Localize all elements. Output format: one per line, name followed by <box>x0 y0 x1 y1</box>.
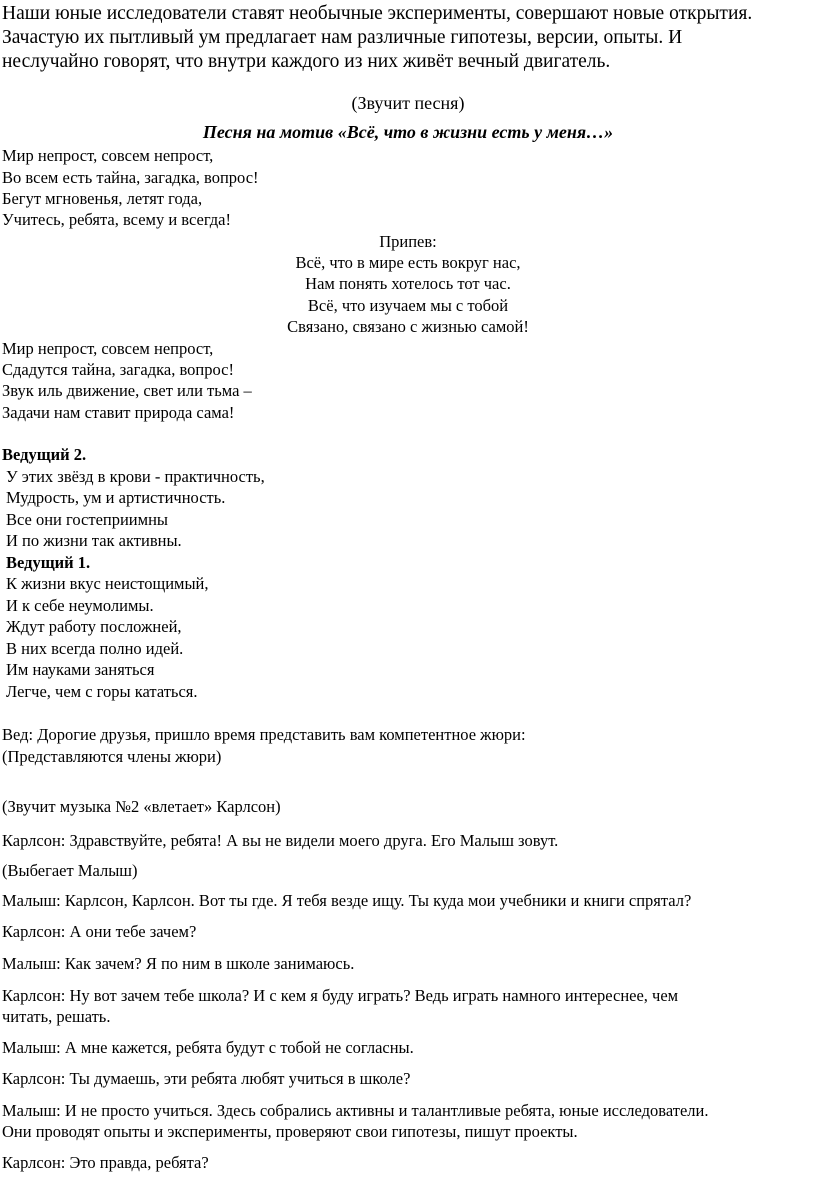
dialogue-line: Малыш: А мне кажется, ребята будут с тобой не согласны. <box>2 1038 414 1057</box>
poem-line: И по жизни так активны. <box>6 531 182 550</box>
poem-line: У этих звёзд в крови - практичность, <box>6 467 265 486</box>
dialogue-line: Малыш: И не просто учиться. Здесь собрались активны и талантливые ребята, юные исследователи. <box>2 1101 709 1120</box>
host-1-label: Ведущий 1. <box>6 553 91 572</box>
chorus-line: Всё, что в мире есть вокруг нас, <box>295 253 521 272</box>
verse-line: Мир непрост, совсем непрост, <box>2 339 214 358</box>
dialogue-line: Малыш: Как зачем? Я по ним в школе занимаюсь. <box>2 954 355 973</box>
dialogue-line: Карлсон: Это правда, ребята? <box>2 1153 209 1172</box>
dialogue-line: (Выбегает Малыш) <box>2 861 138 880</box>
chorus-label: Припев: <box>379 232 437 251</box>
music-stage-direction: (Звучит музыка №2 «влетает» Карлсон) <box>2 797 281 816</box>
poem-line: Ждут работу посложней, <box>6 617 182 636</box>
host-2-label: Ведущий 2. <box>2 445 87 464</box>
jury-intro: Вед: Дорогие друзья, пришло время представить вам компетентное жюри: <box>2 725 526 744</box>
dialogue-line: Малыш: Карлсон, Карлсон. Вот ты где. Я тебя везде ищу. Ты куда мои учебники и книги спрятал? <box>2 891 692 910</box>
chorus-line: Связано, связано с жизнью самой! <box>287 317 529 336</box>
poem-line: Мудрость, ум и артистичность. <box>6 488 226 507</box>
verse-line: Мир непрост, совсем непрост, <box>2 146 214 165</box>
verse-line: Звук иль движение, свет или тьма – <box>2 381 252 400</box>
chorus-line: Нам понять хотелось тот час. <box>305 274 511 293</box>
intro-line: неслучайно говорят, что внутри каждого из них живёт вечный двигатель. <box>2 51 611 72</box>
verse-line: Во всем есть тайна, загадка, вопрос! <box>2 168 259 187</box>
dialogue-line: Они проводят опыты и эксперименты, проверяют свои гипотезы, пишут проекты. <box>2 1122 578 1141</box>
poem-line: Им науками заняться <box>6 660 155 679</box>
verse-line: Учитесь, ребята, всему и всегда! <box>2 210 232 229</box>
song-stage-direction: (Звучит песня) <box>351 93 465 113</box>
intro-line: Наши юные исследователи ставят необычные эксперименты, совершают новые открытия. <box>2 3 753 24</box>
jury-stage-direction: (Представляются члены жюри) <box>2 747 222 766</box>
dialogue-line: Карлсон: Здравствуйте, ребята! А вы не видели моего друга. Его Малыш зовут. <box>2 831 559 850</box>
dialogue-line: читать, решать. <box>2 1007 111 1026</box>
chorus-line: Всё, что изучаем мы с тобой <box>307 296 509 315</box>
verse-line: Бегут мгновенья, летят года, <box>2 189 203 208</box>
poem-line: В них всегда полно идей. <box>6 639 184 658</box>
intro-paragraph <box>2 2 814 74</box>
intro-line: Зачастую их пытливый ум предлагает нам различные гипотезы, версии, опыты. И <box>2 27 683 48</box>
song-title: Песня на мотив «Всё, что в жизни есть у меня…» <box>202 122 614 142</box>
dialogue-line: Карлсон: А они тебе зачем? <box>2 922 197 941</box>
verse-line: Задачи нам ставит природа сама! <box>2 403 235 422</box>
poem-line: И к себе неумолимы. <box>6 596 154 615</box>
dialogue-line: Карлсон: Ну вот зачем тебе школа? И с кем я буду играть? Ведь играть намного интереснее, чем <box>2 986 679 1005</box>
verse-line: Сдадутся тайна, загадка, вопрос! <box>2 360 234 379</box>
dialogue-line: Карлсон: Ты думаешь, эти ребята любят учиться в школе? <box>2 1069 411 1088</box>
poem-line: Все они гостеприимны <box>6 510 168 529</box>
poem-line: К жизни вкус неистощимый, <box>6 574 209 593</box>
poem-line: Легче, чем с горы кататься. <box>6 682 198 701</box>
